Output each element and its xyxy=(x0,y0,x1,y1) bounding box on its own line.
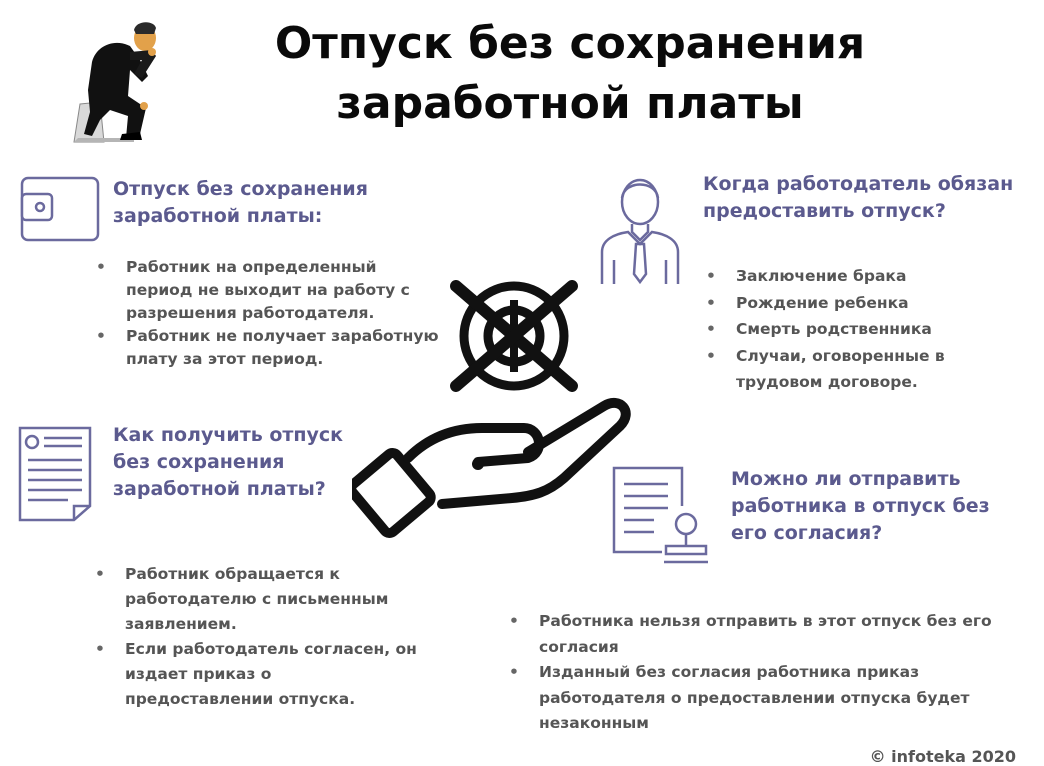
bullet-line: трудовом договоре. xyxy=(736,373,918,391)
obligation-heading-line-2: предоставить отпуск? xyxy=(703,200,946,222)
copyright-footer: © infoteka 2020 xyxy=(869,747,1016,766)
bullet-line: незаконным xyxy=(539,714,649,732)
list-item xyxy=(704,290,945,317)
open-hand-icon xyxy=(352,392,636,542)
how-heading-line-3: заработной платы? xyxy=(113,478,326,500)
definition-heading xyxy=(113,176,368,230)
bullet-line: период не выходит на работу с xyxy=(126,281,410,299)
document-stamp-icon xyxy=(610,466,714,570)
page-title-line-1: Отпуск без сохранения xyxy=(274,18,866,69)
bullet-line: работодателю с письменным xyxy=(125,590,389,608)
businessman-icon xyxy=(598,170,682,286)
bullet-line: • Рождение ребенка xyxy=(736,293,909,312)
obligation-heading xyxy=(703,171,1013,225)
bullet-line: • Работника нельзя отправить в этот отпуск без его xyxy=(539,612,992,630)
bullet-line: • Смерть родственника xyxy=(736,320,932,338)
list-item xyxy=(704,263,945,290)
definition-heading-line-2: заработной платы: xyxy=(113,205,323,227)
bullet-line: согласия xyxy=(539,637,619,656)
list-item xyxy=(94,325,439,371)
bullet-line: • Заключение брака xyxy=(736,267,907,285)
list-item xyxy=(94,256,439,325)
list-item xyxy=(704,343,945,396)
list-item xyxy=(507,609,992,660)
consent-bullets xyxy=(507,609,992,737)
list-item xyxy=(93,562,417,637)
bullet-line: • Работник не получает заработную xyxy=(126,327,439,345)
document-icon xyxy=(18,426,92,522)
bullet-line: предоставлении отпуска. xyxy=(125,690,356,708)
bullet-line: разрешения работодателя. xyxy=(126,304,375,322)
wallet-icon xyxy=(20,176,102,242)
bullet-line: издает приказ о xyxy=(125,665,272,683)
definition-heading-line-1: Отпуск без сохранения xyxy=(113,178,368,200)
bullet-line: • Работник на определенный xyxy=(126,258,377,276)
crossed-coin-icon xyxy=(448,280,580,392)
how-heading-line-1: Как получить отпуск xyxy=(113,424,344,446)
how-heading-line-2: без сохранения xyxy=(113,451,285,473)
thinker-figure-icon xyxy=(70,16,170,146)
how-bullets xyxy=(93,562,417,712)
consent-heading-line-3: его согласия? xyxy=(731,522,883,544)
bullet-line: заявлением. xyxy=(125,615,237,633)
bullet-line: • Изданный без согласия работника приказ xyxy=(539,663,920,681)
consent-heading xyxy=(731,466,990,547)
page-title xyxy=(200,14,940,134)
how-heading xyxy=(113,422,343,503)
obligation-bullets xyxy=(704,263,945,396)
bullet-line: работодателя о предоставлении отпуска будет xyxy=(539,688,970,707)
list-item xyxy=(507,660,992,737)
obligation-heading-line-1: Когда работодатель обязан xyxy=(703,173,1014,195)
consent-heading-line-2: работника в отпуск без xyxy=(731,495,990,517)
page-title-line-2: заработной платы xyxy=(336,78,804,129)
consent-heading-line-1: Можно ли отправить xyxy=(731,468,961,490)
definition-bullets xyxy=(94,256,439,371)
bullet-line: • Работник обращается к xyxy=(125,565,340,583)
list-item xyxy=(704,316,945,343)
bullet-line: • Случаи, оговоренные в xyxy=(736,346,945,365)
list-item xyxy=(93,637,417,712)
bullet-line: • Если работодатель согласен, он xyxy=(125,640,417,658)
bullet-line: плату за этот период. xyxy=(126,350,324,368)
